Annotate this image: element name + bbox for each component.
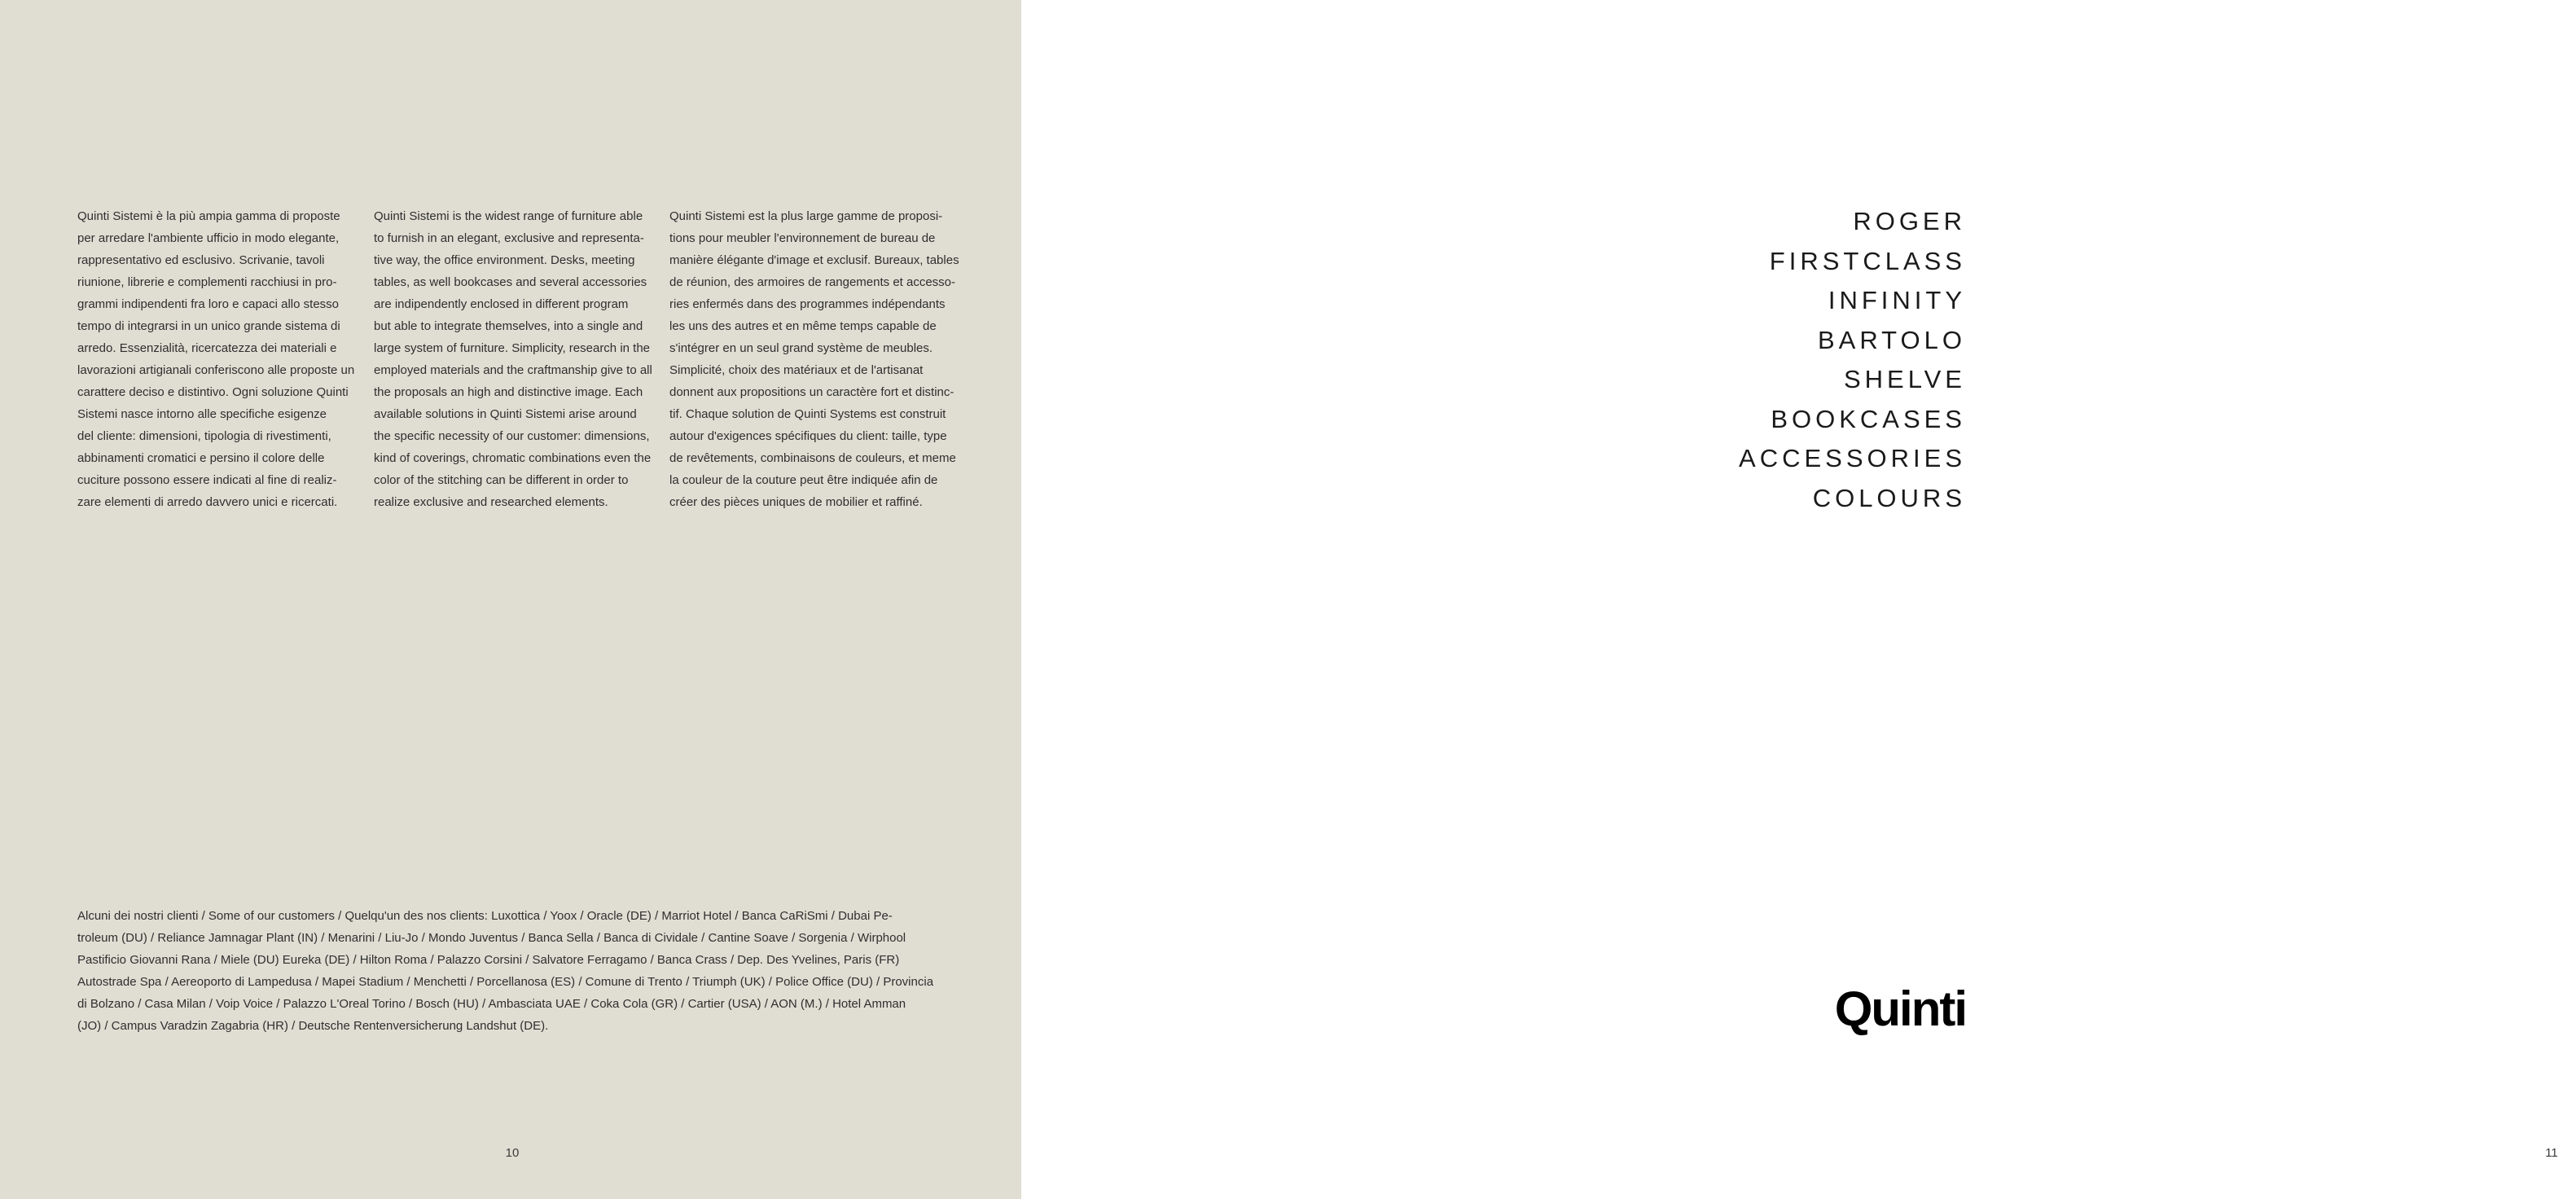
text-line: Sistemi nasce intorno alle specifiche esigenze [77,407,327,421]
text-line: les uns des autres et en même temps capable de [669,319,937,333]
text-line: Alcuni dei nostri clienti / Some of our customers / Quelqu'un des nos clients: Luxottica / Yoox / Oracle (DE) / Marriot Hotel / Banca CaRiSmi / Dubai Pe- [77,909,893,923]
text-line: the specific necessity of our customer: dimensions, [374,429,650,443]
text-line: tive way, the office environment. Desks, meeting [374,253,635,267]
text-line: color of the stitching can be different in order to [374,473,629,487]
text-line: de revêtements, combinaisons de couleurs, et meme [669,451,956,465]
text-line: ries enfermés dans des programmes indépendants [669,297,946,311]
menu-item-bookcases[interactable]: BOOKCASES [1771,404,1966,433]
text-line: tions pour meubler l'environnement de bureau de [669,231,936,245]
text-line: kind of coverings, chromatic combinations even the [374,451,652,465]
menu-item-infinity[interactable]: INFINITY [1828,286,1966,314]
intro-text-italian [77,205,358,513]
text-line: abbinamenti cromatici e persino il colore delle [77,451,325,465]
text-line: but able to integrate themselves, into a single and [374,319,643,333]
text-line: rappresentativo ed esclusivo. Scrivanie, tavoli [77,253,325,267]
text-line: Pastificio Giovanni Rana / Miele (DU) Eureka (DE) / Hilton Roma / Palazzo Corsini / Salvatore Ferragamo / Banca Crass / Dep. Des Yvelines, Paris (FR) [77,953,900,967]
text-line: tempo di integrarsi in un unico grande sistema di [77,319,340,333]
text-line: del cliente: dimensioni, tipologia di rivestimenti, [77,429,331,443]
text-line: di Bolzano / Casa Milan / Voip Voice / Palazzo L'Oreal Torino / Bosch (HU) / Ambasciata UAE / Coka Cola (GR) / Cartier (USA) / AON (M.) / Hotel Amman [77,997,906,1011]
intro-text-english [374,205,655,513]
text-line: autour d'exigences spécifiques du client: taille, type [669,429,947,443]
text-line: s'intégrer en un seul grand système de meubles. [669,341,933,355]
menu-item-firstclass[interactable]: FIRSTCLASS [1769,246,1966,275]
text-line: de réunion, des armoires de rangements et accesso- [669,275,956,289]
text-line: employed materials and the craftmanship give to all [374,363,652,377]
text-line: the proposals an high and distinctive image. Each [374,385,643,399]
text-line: carattere deciso e distintivo. Ogni soluzione Quinti [77,385,349,399]
text-line: la couleur de la couture peut être indiquée afin de [669,473,938,487]
text-line: are indipendently enclosed in different program [374,297,629,311]
intro-text-french [669,205,959,513]
text-line: realize exclusive and researched elements. [374,495,608,509]
menu-item-accessories[interactable]: ACCESSORIES [1739,444,1966,472]
text-line: Quinti Sistemi is the widest range of furniture able [374,209,643,223]
menu-item-shelve[interactable]: SHELVE [1843,365,1966,393]
text-line: tif. Chaque solution de Quinti Systems est construit [669,407,946,421]
text-line: riunione, librerie e complementi racchiusi in pro- [77,275,337,289]
text-line: manière élégante d'image et exclusif. Bureaux, tables [669,253,959,267]
text-line: lavorazioni artigianali conferiscono alle proposte un [77,363,355,377]
text-line: tables, as well bookcases and several accessories [374,275,647,289]
text-line: cuciture possono essere indicati al fine di realiz- [77,473,337,487]
text-line: to furnish in an elegant, exclusive and representa- [374,231,644,245]
text-line: donnent aux propositions un caractère fort et distinc- [669,385,954,399]
page-number-left: 10 [505,1146,520,1160]
text-line: available solutions in Quinti Sistemi arise around [374,407,637,421]
text-line: Quinti Sistemi è la più ampia gamma di proposte [77,209,340,223]
text-line: Quinti Sistemi est la plus large gamme de proposi- [669,209,943,223]
text-line: large system of furniture. Simplicity, research in the [374,341,651,355]
menu-item-bartolo[interactable]: BARTOLO [1817,325,1966,354]
right-page [1021,0,2558,1199]
text-line: Autostrade Spa / Aereoporto di Lampedusa / Mapei Stadium / Menchetti / Porcellanosa (ES) / Comune di Trento / Triumph (UK) / Police Office (DU) / Provincia [77,975,934,989]
left-page [0,0,1021,1199]
text-line: troleum (DU) / Reliance Jamnagar Plant (IN) / Menarini / Liu-Jo / Mondo Juventus / Banca Sella / Banca di Cividale / Cantine Soave / Sorgenia / Wirphool [77,931,906,945]
brand-logo: Quinti [1834,982,1966,1036]
clients-list [77,905,957,1037]
menu-item-colours[interactable]: COLOURS [1812,483,1966,512]
text-line: créer des pièces uniques de mobilier et raffiné. [669,495,923,509]
page-number-right: 11 [2545,1146,2558,1160]
text-line: arredo. Essenzialità, ricercatezza dei materiali e [77,341,337,355]
product-menu [1739,202,1966,518]
text-line: grammi indipendenti fra loro e capaci allo stesso [77,297,339,311]
menu-item-roger[interactable]: ROGER [1853,207,1966,235]
text-line: zare elementi di arredo davvero unici e ricercati. [77,495,338,509]
text-line: Simplicité, choix des matériaux et de l'artisanat [669,363,924,377]
text-line: per arredare l'ambiente ufficio in modo elegante, [77,231,340,245]
text-line: (JO) / Campus Varadzin Zagabria (HR) / Deutsche Rentenversicherung Landshut (DE). [77,1019,549,1033]
